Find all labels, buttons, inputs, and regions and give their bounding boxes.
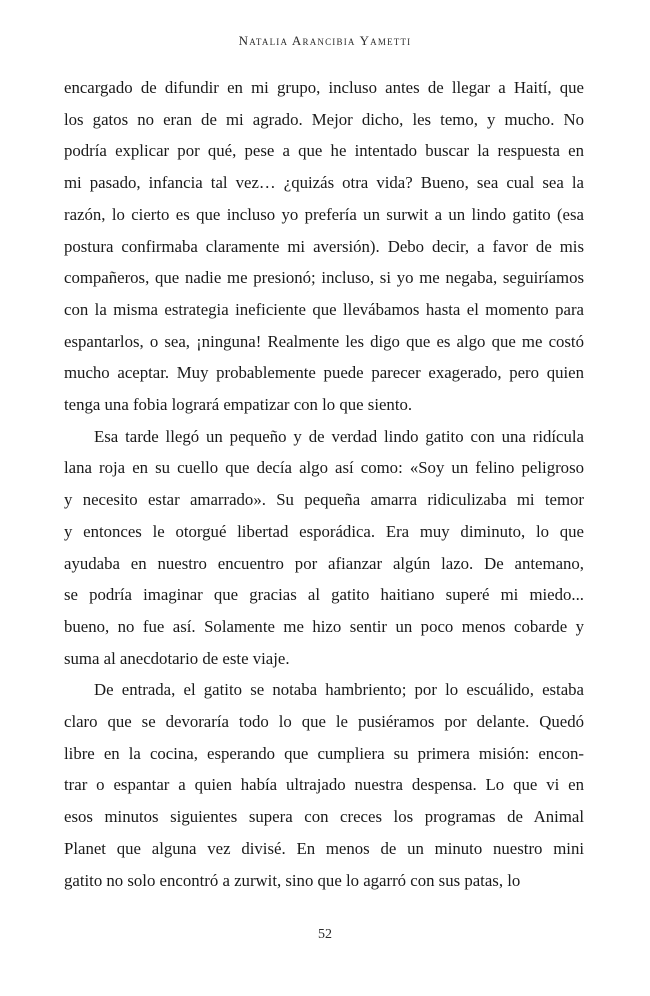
text-line: Planet que alguna vez divisé. En menos de un minuto nuestro mini [64,838,584,858]
text-line: encargado de difundir en mi grupo, incluso antes de llegar a Haití, que [64,78,584,97]
text-line: lana roja en su cuello que decía algo así como: «Soy un felino peligroso [64,458,584,478]
text-line: claro que se devoraría todo lo que le pusiéramos por delante. Quedó [64,712,584,732]
paragraph [64,674,584,896]
running-header-author: Natalia Arancibia Yametti [238,33,412,48]
text-line: Esa tarde llegó un pequeño y de verdad lindo gatito con una ridícula [94,426,584,446]
text-line: se podría imaginar que gracias al gatito haitiano superé mi miedo... [64,585,584,605]
text-line: razón, lo cierto es que incluso yo prefería un surwit a un lindo gatito (esa [64,204,584,224]
text-line: De entrada, el gatito se notaba hambriento; por lo escuálido, estaba [94,680,584,700]
text-line: postura confirmaba claramente mi aversión). Debo decir, a favor de mis [64,236,584,256]
text-line: mucho aceptar. Muy probablemente puede parecer exagerado, pero quien [64,363,584,383]
text-line: tenga una fobia logrará empatizar con lo que siento. [64,395,413,415]
text-line: bueno, no fue así. Solamente me hizo sentir un poco menos cobarde y [64,616,584,636]
text-line: suma al anecdotario de este viaje. [64,648,290,668]
text-line: ayudaba en nuestro encuentro por afianzar algún lazo. De antemano, [64,553,584,573]
paragraph [64,72,584,421]
text-line: los gatos no eran de mi agrado. Mejor dicho, les temo, y mucho. No [64,109,584,129]
text-line: y entonces le otorgué libertad esporádica. Era muy diminuto, lo que [64,521,584,541]
body-text [64,72,584,896]
text-line: libre en la cocina, esperando que cumpliera su primera misión: encon- [64,743,584,763]
text-line: mi pasado, infancia tal vez… ¿quizás otra vida? Bueno, sea cual sea la [64,173,584,193]
text-line: gatito no solo encontró a zurwit, sino que lo agarró con sus patas, lo [64,870,521,890]
text-line: podría explicar por qué, pese a que he intentado buscar la respuesta en [64,141,584,161]
text-line: esos minutos siguientes supera con creces los programas de Animal [64,807,584,827]
text-line: espantarlos, o sea, ¡ninguna! Realmente les digo que es algo que me costó [64,331,584,351]
text-line: compañeros, que nadie me presionó; incluso, si yo me negaba, seguiríamos [64,268,584,288]
page-number: 52 [318,927,332,942]
text-line: trar o espantar a quien había ultrajado nuestra despensa. Lo que vi en [64,775,584,795]
text-line: con la misma estrategia ineficiente que llevábamos hasta el momento para [64,299,584,319]
paragraph [64,421,584,675]
text-line: y necesito estar amarrado». Su pequeña amarra ridiculizaba mi temor [64,490,584,510]
